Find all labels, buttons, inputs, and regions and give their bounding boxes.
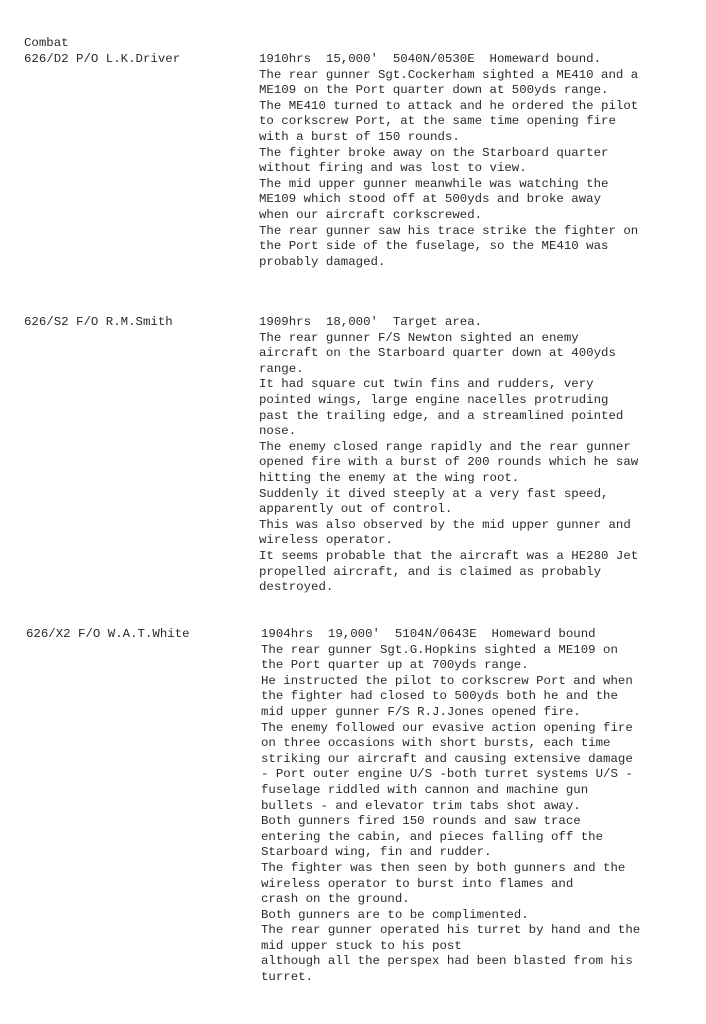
report-line: wireless operator to burst into flames and — [261, 876, 574, 891]
report-line: fuselage riddled with cannon and machine gun — [261, 782, 589, 797]
combat-report-text — [259, 315, 699, 596]
report-line: striking our aircraft and causing extensive damage — [261, 751, 633, 766]
report-line: 1910hrs 15,000' 5040N/0530E Homeward bound. — [259, 52, 602, 66]
report-line: pointed wings, large engine nacelles protruding — [259, 392, 609, 407]
report-line: Suddenly it dived steeply at a very fast speed, — [259, 486, 609, 501]
report-line: nose. — [259, 424, 297, 439]
combat-report-text — [259, 52, 699, 270]
report-line: opened fire with a burst of 200 rounds which he saw — [259, 455, 639, 470]
report-line: bullets - and elevator trim tabs shot away. — [261, 798, 581, 813]
report-line: hitting the enemy at the wing root. — [259, 470, 520, 485]
report-line: Both gunners fired 150 rounds and saw trace — [261, 814, 581, 829]
report-line: 1909hrs 18,000' Target area. — [259, 315, 483, 329]
report-line: destroyed. — [259, 580, 334, 595]
report-line: wireless operator. — [259, 533, 393, 548]
report-line: entering the cabin, and pieces falling off the — [261, 829, 604, 844]
report-line: turret. — [261, 970, 314, 985]
report-line: when our aircraft corkscrewed. — [259, 207, 483, 222]
report-line: crash on the ground. — [261, 892, 410, 907]
report-line: mid upper stuck to his post — [261, 938, 462, 953]
report-line: propelled aircraft, and is claimed as probably — [259, 564, 602, 579]
section-heading: Combat — [24, 36, 69, 50]
report-line: Starboard wing, fin and rudder. — [261, 845, 492, 860]
report-line: the Port quarter up at 700yds range. — [261, 658, 529, 673]
report-line: The mid upper gunner meanwhile was watching the — [259, 176, 609, 191]
report-line: with a burst of 150 rounds. — [259, 129, 460, 144]
report-line: This was also observed by the mid upper gunner and — [259, 517, 631, 532]
report-line: The rear gunner F/S Newton sighted an enemy — [259, 330, 579, 345]
report-line: the fighter had closed to 500yds both he and the — [261, 689, 618, 704]
report-line: It seems probable that the aircraft was a HE280 Jet — [259, 548, 639, 563]
report-line: 1904hrs 19,000' 5104N/0643E Homeward bound — [261, 627, 596, 641]
report-line: The rear gunner saw his trace strike the fighter on — [259, 223, 639, 238]
report-line: The ME410 turned to attack and he ordered the pilot — [259, 98, 639, 113]
report-line: He instructed the pilot to corkscrew Port and when — [261, 673, 633, 688]
report-line: to corkscrew Port, at the same time opening fire — [259, 114, 616, 129]
report-line: The fighter broke away on the Starboard quarter — [259, 145, 609, 160]
report-line: although all the perspex had been blasted from his — [261, 954, 633, 969]
report-line: The fighter was then seen by both gunners and the — [261, 860, 626, 875]
report-line: apparently out of control. — [259, 502, 453, 517]
report-line: on three occasions with short bursts, each time — [261, 736, 611, 751]
report-line: ME109 on the Port quarter down at 500yds range. — [259, 83, 609, 98]
report-line: past the trailing edge, and a streamlined pointed — [259, 408, 624, 423]
report-line: range. — [259, 361, 304, 376]
report-line: without firing and was lost to view. — [259, 161, 527, 176]
report-line: probably damaged. — [259, 254, 386, 269]
report-line: - Port outer engine U/S -both turret systems U/S - — [261, 767, 633, 782]
report-line: The rear gunner Sgt.G.Hopkins sighted a ME109 on — [261, 642, 618, 657]
crew-identifier: 626/S2 F/O R.M.Smith — [24, 315, 173, 329]
report-line: The enemy closed range rapidly and the rear gunner — [259, 439, 631, 454]
report-line: mid upper gunner F/S R.J.Jones opened fire. — [261, 704, 581, 719]
report-line: the Port side of the fuselage, so the ME410 was — [259, 239, 609, 254]
report-line: ME109 which stood off at 500yds and broke away — [259, 192, 602, 207]
crew-identifier: 626/D2 P/O L.K.Driver — [24, 52, 181, 66]
report-line: The rear gunner Sgt.Cockerham sighted a ME410 and a — [259, 67, 639, 82]
report-line: Both gunners are to be complimented. — [261, 907, 529, 922]
crew-identifier: 626/X2 F/O W.A.T.White — [26, 627, 190, 641]
report-line: aircraft on the Starboard quarter down at 400yds — [259, 346, 616, 361]
report-line: It had square cut twin fins and rudders, very — [259, 377, 594, 392]
report-line: The enemy followed our evasive action opening fire — [261, 720, 633, 735]
combat-report-text — [261, 627, 701, 986]
report-line: The rear gunner operated his turret by hand and the — [261, 923, 641, 938]
